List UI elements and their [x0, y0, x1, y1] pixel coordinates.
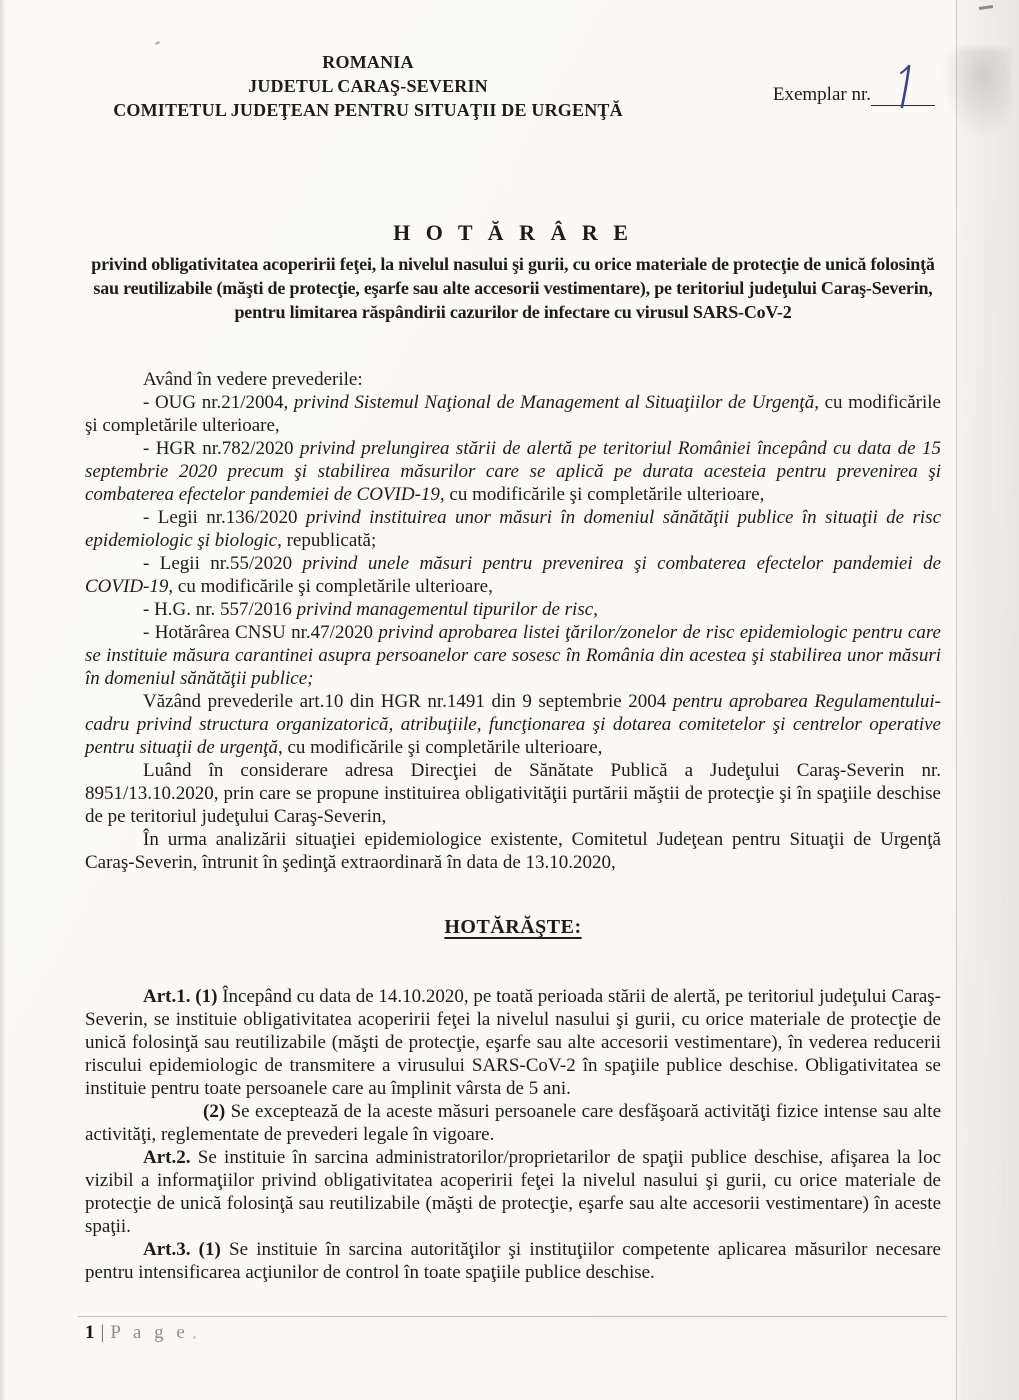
text-run: privind managementul tipurilor de risc,	[296, 599, 598, 620]
preamble-paragraph	[85, 598, 941, 621]
page-number: 1	[85, 1322, 95, 1343]
text-run: - H.G. nr. 557/2016	[143, 599, 297, 620]
handwritten-one	[885, 63, 925, 111]
preamble-paragraph	[85, 552, 941, 598]
document-title: H O T Ă R Â R E	[393, 220, 633, 245]
text-run: privind prelungirea stării de alertă pe teritoriul României începând cu data de 15 septembrie 2020 precum şi stabilirea măsurilor care se aplică pe durata acesteia pentru prevenirea şi combaterea efectelor pandemiei de COVID-19	[85, 438, 942, 505]
text-run: Art.1. (1)	[143, 986, 223, 1007]
text-run: Începând cu data de 14.10.2020, pe toată perioada stării de alertă, pe teritoriul judeţului Caraş-Severin, se instituie obligativitatea acoperirii feţei la nivelul nasului şi gurii, cu orice materiale de protecţie de unică folosinţă sau reutilizabile (măşti de protecţie, eşarfe sau alte accesorii vestimentare), în vederea reducerii riscului epidemiologic de transmitere a virusului SARS-CoV-2 în spaţiile publice deschise. Obligativitatea se instituie pentru toate persoanele care au împlinit vârsta de 5 ani.	[85, 986, 942, 1099]
decision-heading-text: HOTĂRĂŞTE:	[444, 916, 582, 938]
header-line-county: JUDETUL CARAŞ-SEVERIN	[248, 76, 488, 96]
text-run: În urma analizării situaţiei epidemiologice existente, Comitetul Judeţean pentru Situaţii de Urgenţă Caraş-Severin, întrunit în şedinţă extraordinară în data de 13.10.2020,	[85, 829, 941, 873]
text-run: , cu modificările şi completările ulterioare,	[85, 392, 941, 436]
text-run: , republicată;	[277, 530, 377, 551]
title-block	[85, 220, 941, 324]
text-run: pentru aprobarea Regulamentului-cadru privind structura organizatorică, atribuţiile, funcţionarea şi dotarea comitetelor şi centrelor operative pentru situaţii de urgenţă	[85, 691, 942, 758]
article-paragraph-art1	[85, 985, 941, 1100]
text-run: Având în vedere prevederile:	[143, 369, 363, 390]
preamble-paragraph	[85, 368, 941, 391]
preamble-paragraph	[85, 759, 941, 828]
preamble-paragraph	[85, 621, 941, 690]
issuing-authority	[85, 50, 651, 122]
article-paragraph-art1-al2	[85, 1100, 941, 1146]
preamble-paragraph	[85, 506, 941, 552]
text-run: - Legii nr.136/2020	[143, 507, 306, 528]
text-run: , cu modificările şi completările ulterioare,	[277, 737, 603, 758]
text-run: Se exceptează de la aceste măsuri persoanele care desfăşoară activităţi fizice intense sau alte activităţi, reglementate de prevederi legale în vigoare.	[85, 1101, 942, 1145]
text-run: privind Sistemul Naţional de Management al Situaţiilor de Urgenţă	[293, 392, 815, 413]
preamble-paragraph	[85, 437, 941, 506]
footer-separator: |	[100, 1322, 105, 1343]
preamble-paragraph	[85, 690, 941, 759]
text-run: (2)	[203, 1101, 231, 1122]
text-run: Art.2.	[143, 1147, 198, 1168]
text-run: privind instituirea unor măsuri în domeniul sănătăţii publice în situaţii de risc epidemiologic şi biologic	[85, 507, 942, 551]
preamble-paragraph	[85, 391, 941, 437]
footer-rule	[78, 1316, 947, 1317]
text-run: privind aprobarea listei ţărilor/zonelor de risc epidemiologic pentru care se instituie măsura carantinei asupra persoanelor care sosesc în România din acestea şi stabilirea unor măsuri în domeniul sănătăţii publice;	[85, 622, 941, 689]
preamble-section	[85, 368, 941, 874]
article-paragraph-art3	[85, 1238, 941, 1284]
page-footer	[85, 1322, 189, 1344]
text-run: - OUG nr.21/2004,	[143, 392, 294, 413]
exemplar-field	[773, 84, 935, 106]
header-line-country: ROMANIA	[322, 52, 414, 72]
document-subtitle: privind obligativitatea acoperirii feţei, la nivelul nasului şi gurii, cu orice materiale de protecţie de unică folosinţă sau reutilizabile (măşti de protecţie, eşarfe sau alte accesorii vestimentare), pe teritoriul judeţului Caraş-Severin, pentru limitarea răspândirii cazurilor de infectare cu virusul SARS-CoV-2	[91, 254, 935, 322]
exemplar-blank-line	[871, 85, 935, 106]
scan-speck	[193, 1336, 196, 1339]
text-run: Văzând prevederile art.10 din HGR nr.1491 din 9 septembrie 2004	[143, 691, 673, 712]
text-run: Se instituie în sarcina administratorilor/proprietarilor de spaţii publice deschise, afişarea la loc vizibil a informaţiilor privind obligativitatea acoperirii feţei la nivelul nasului şi gurii, cu orice materiale de protecţie de unică folosinţă sau reutilizabile (măşti de protecţie, eşarfe sau alte accesorii vestimentare) în aceste spaţii.	[85, 1147, 941, 1237]
text-run: , cu modificările şi completările ulterioare,	[168, 576, 493, 597]
text-run: Se instituie în sarcina autorităţilor şi instituţiilor competente aplicarea măsurilor necesare pentru intensificarea acţiunilor de control în toate spaţiile publice deschise.	[85, 1239, 941, 1283]
text-run: , cu modificările şi completările ulterioare,	[439, 484, 765, 505]
text-run: Luând în considerare adresa Direcţiei de Sănătate Publică a Judeţului Caraş-Severin nr. 8951/13.10.2020, prin care se propune instituirea obligativităţii purtării măştii de protecţie şi în spaţiile deschise de pe teritoriul judeţului Caraş-Severin,	[85, 760, 941, 827]
text-run: - HGR nr.782/2020	[143, 438, 300, 459]
footer-label: P a g e	[110, 1322, 189, 1343]
text-run: Art.3. (1)	[143, 1239, 230, 1260]
articles-section	[85, 985, 941, 1284]
document-header	[85, 0, 941, 122]
text-run: - Legii nr.55/2020	[143, 553, 303, 574]
text-run: privind unele măsuri pentru prevenirea şi combaterea efectelor pandemiei de COVID-19	[85, 553, 941, 597]
header-line-committee: COMITETUL JUDEŢEAN PENTRU SITUAŢII DE URGENŢĂ	[113, 100, 623, 120]
text-run: - Hotărârea CNSU nr.47/2020	[143, 622, 379, 643]
article-paragraph-art2	[85, 1146, 941, 1238]
preamble-paragraph	[85, 828, 941, 874]
exemplar-label: Exemplar nr.	[772, 84, 871, 105]
decision-heading	[85, 916, 941, 939]
